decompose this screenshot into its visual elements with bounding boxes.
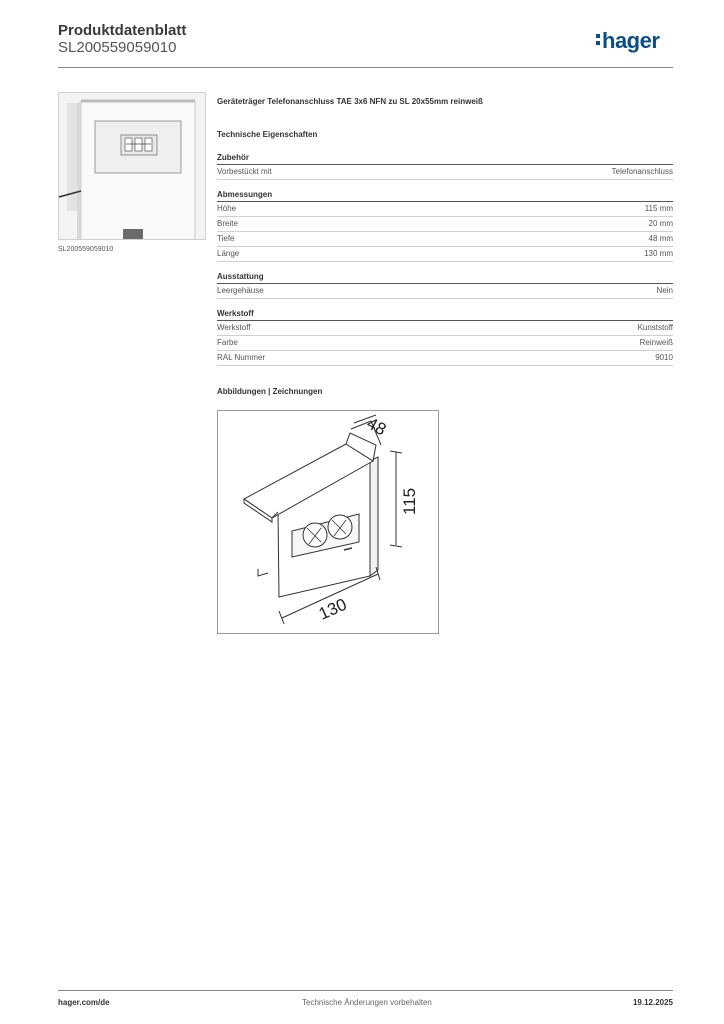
spec-label: Länge xyxy=(217,249,240,258)
photo-caption: SL200559059010 xyxy=(58,246,114,253)
footer-note: Technische Änderungen vorbehalten xyxy=(302,998,432,1007)
spec-label: Vorbestückt mit xyxy=(217,167,272,176)
footer-date: 19.12.2025 xyxy=(632,998,673,1007)
product-title: Geräteträger Telefonanschluss TAE 3x6 NFN zu SL 20x55mm reinweiß xyxy=(217,97,483,106)
section-material xyxy=(217,309,673,366)
images-heading: Abbildungen | Zeichnungen xyxy=(217,387,323,396)
spec-label: Werkstoff xyxy=(217,323,251,332)
spec-value: 9010 xyxy=(655,353,673,362)
dim-depth-label: 48 xyxy=(363,413,390,440)
spec-row xyxy=(217,284,673,299)
spec-row xyxy=(217,247,673,262)
section-heading: Abmessungen xyxy=(217,190,673,202)
spec-value: 115 mm xyxy=(644,204,673,213)
article-number: SL200559059010 xyxy=(58,39,177,56)
section-dimensions xyxy=(217,190,673,262)
spec-value: 130 mm xyxy=(644,249,673,258)
spec-row xyxy=(217,217,673,232)
logo-dots-icon xyxy=(596,34,600,48)
technical-drawing xyxy=(217,410,439,634)
spec-value: Nein xyxy=(656,286,673,295)
section-heading: Werkstoff xyxy=(217,309,673,321)
product-photo-image xyxy=(59,93,206,240)
spec-value: 20 mm xyxy=(648,219,673,228)
section-equipment xyxy=(217,272,673,299)
footer-website-link[interactable]: hager.com/de xyxy=(58,998,110,1007)
spec-row xyxy=(217,351,673,366)
spec-value: Kunststoff xyxy=(637,323,673,332)
spec-value: Telefonanschluss xyxy=(611,167,673,176)
tech-heading: Technische Eigenschaften xyxy=(217,130,318,139)
section-heading: Ausstattung xyxy=(217,272,673,284)
spec-label: Tiefe xyxy=(217,234,235,243)
dim-length-label: 130 xyxy=(315,594,350,624)
dimension-drawing xyxy=(218,411,438,633)
spec-label: Leergehäuse xyxy=(217,286,264,295)
section-accessories xyxy=(217,153,673,180)
spec-value: Reinweiß xyxy=(639,338,673,347)
spec-label: RAL Nummer xyxy=(217,353,266,362)
spec-row xyxy=(217,165,673,180)
section-heading: Zubehör xyxy=(217,153,673,165)
document-title: Produktdatenblatt xyxy=(58,22,187,39)
header-rule xyxy=(58,67,673,68)
spec-value: 48 mm xyxy=(648,234,673,243)
hager-logo[interactable] xyxy=(596,28,659,54)
spec-row xyxy=(217,336,673,351)
spec-row xyxy=(217,232,673,247)
logo-text: hager xyxy=(602,28,660,53)
spec-label: Höhe xyxy=(217,204,237,213)
product-photo xyxy=(58,92,206,240)
spec-row xyxy=(217,202,673,217)
spec-row xyxy=(217,321,673,336)
spec-label: Farbe xyxy=(217,338,238,347)
spec-label: Breite xyxy=(217,219,238,228)
specs-column xyxy=(217,97,673,396)
dim-height-label: 115 xyxy=(400,487,419,515)
footer-rule xyxy=(58,990,673,991)
